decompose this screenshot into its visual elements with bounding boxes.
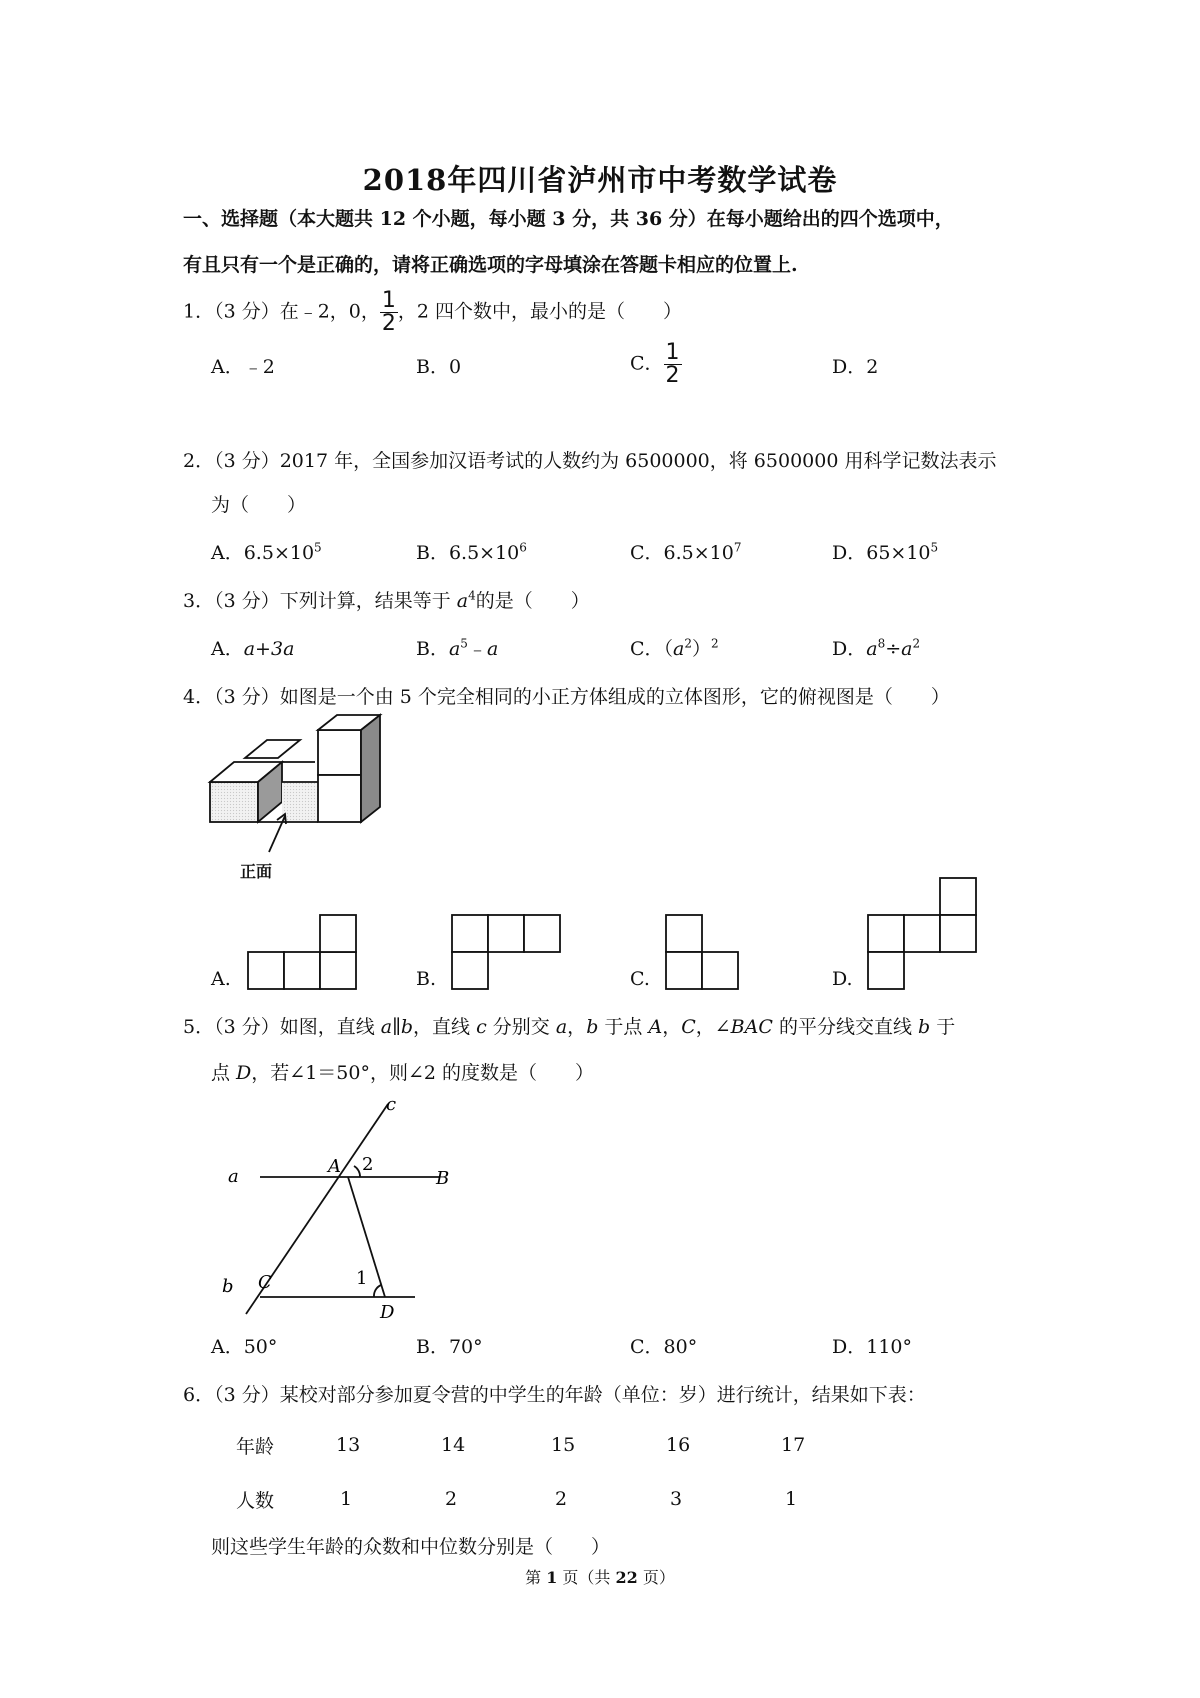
q5-option-d: D．110° — [832, 1336, 912, 1358]
q1-option-c: C． $\frac{1}{2}$ — [630, 340, 680, 388]
label-c: c — [386, 1094, 397, 1115]
q3-option-a: A．a+3a — [211, 638, 295, 660]
q2-option-d: D．$65\times 10^5$ — [832, 540, 939, 564]
page-title: 2018年四川省泸州市中考数学试卷 — [362, 163, 838, 197]
q1-option-a: A．﹣2 — [211, 356, 275, 378]
page-footer: 第 1 页（共 22 页） — [525, 1568, 675, 1587]
question-5-line1: 5．（3 分）如图，直线 a∥b，直线 c 分别交 a，b 于点 A，C，∠BAC 的平分线交直线 b 于 — [183, 1016, 956, 1038]
q4-option-c-figure — [664, 912, 744, 992]
q5-option-b: B．70° — [416, 1336, 483, 1358]
question-6: 6．（3 分）某校对部分参加夏令营的中学生的年龄（单位：岁）进行统计，结果如下表： — [183, 1384, 926, 1406]
question-2-line2: 为（ ） — [211, 494, 307, 516]
q2-option-a: A．$6.5\times 10^5$ — [211, 540, 322, 564]
q3-option-d: D．$a^8\div a^2$ — [832, 636, 921, 660]
q4-front-label: 正面 — [240, 862, 273, 881]
label-C: C — [258, 1272, 272, 1293]
q4-cube-figure — [205, 710, 390, 880]
label-B: B — [436, 1168, 450, 1189]
q3-option-c: C．$(a^2)^2$ — [630, 636, 719, 660]
q1-fraction: $\frac{1}{2}$ — [381, 288, 396, 336]
section-header-line2: 有且只有一个是正确的，请将正确选项的字母填涂在答题卡相应的位置上. — [183, 254, 798, 276]
table-row: 人数 1 2 2 3 1 — [236, 1488, 798, 1512]
label-b: b — [222, 1276, 234, 1297]
question-2-line1: 2．（3 分）2017 年，全国参加汉语考试的人数约为 6500000，将 6500000 用科学记数法表示 — [183, 450, 997, 472]
label-a: a — [228, 1166, 239, 1187]
label-2: 2 — [362, 1154, 374, 1175]
q2-option-b: B．$6.5\times 10^6$ — [416, 540, 527, 564]
q6-age-table — [236, 1418, 841, 1526]
question-4: 4．（3 分）如图是一个由 5 个完全相同的小正方体组成的立体图形，它的俯视图是（ ） — [183, 686, 950, 708]
question-3: 3．（3 分）下列计算，结果等于 $a^4$的是（ ） — [183, 588, 590, 612]
label-1: 1 — [356, 1268, 368, 1289]
question-5-line2: 点 D，若∠1＝50°，则∠2 的度数是（ ） — [211, 1062, 595, 1084]
q4-option-b-label: B. — [416, 968, 437, 990]
q1-option-d: D．2 — [832, 356, 879, 378]
question-1 — [183, 290, 682, 335]
page-number: 1 — [546, 1568, 558, 1587]
q5-geometry-figure — [210, 1092, 470, 1322]
table-row: 年龄 13 14 15 16 17 — [236, 1434, 806, 1458]
q3-option-b: B．$a^5﹣a$ — [416, 636, 499, 660]
q1-tail: ，2 四个数中，最小的是（ ） — [397, 300, 683, 323]
q4-option-d-figure — [866, 875, 978, 993]
section-header-line1: 一、选择题（本大题共 12 个小题，每小题 3 分，共 36 分）在每小题给出的四个选项中， — [183, 208, 954, 230]
q4-option-a-label: A. — [211, 968, 231, 990]
q5-option-a: A．50° — [211, 1336, 278, 1358]
q4-option-a-figure — [246, 912, 358, 992]
q2-option-c: C．$6.5\times 10^7$ — [630, 540, 742, 564]
q5-option-c: C．80° — [630, 1336, 698, 1358]
q1-option-b: B．0 — [416, 356, 462, 378]
q4-option-c-label: C. — [630, 968, 650, 990]
q4-option-b-figure — [450, 912, 562, 992]
label-A: A — [328, 1156, 341, 1177]
label-D: D — [380, 1302, 395, 1323]
page-total: 22 — [615, 1568, 638, 1587]
q4-option-d-label: D. — [832, 968, 853, 990]
q1-lead: 1．（3 分）在﹣2，0， — [183, 300, 380, 323]
q6-follow-up: 则这些学生年龄的众数和中位数分别是（ ） — [211, 1536, 611, 1558]
